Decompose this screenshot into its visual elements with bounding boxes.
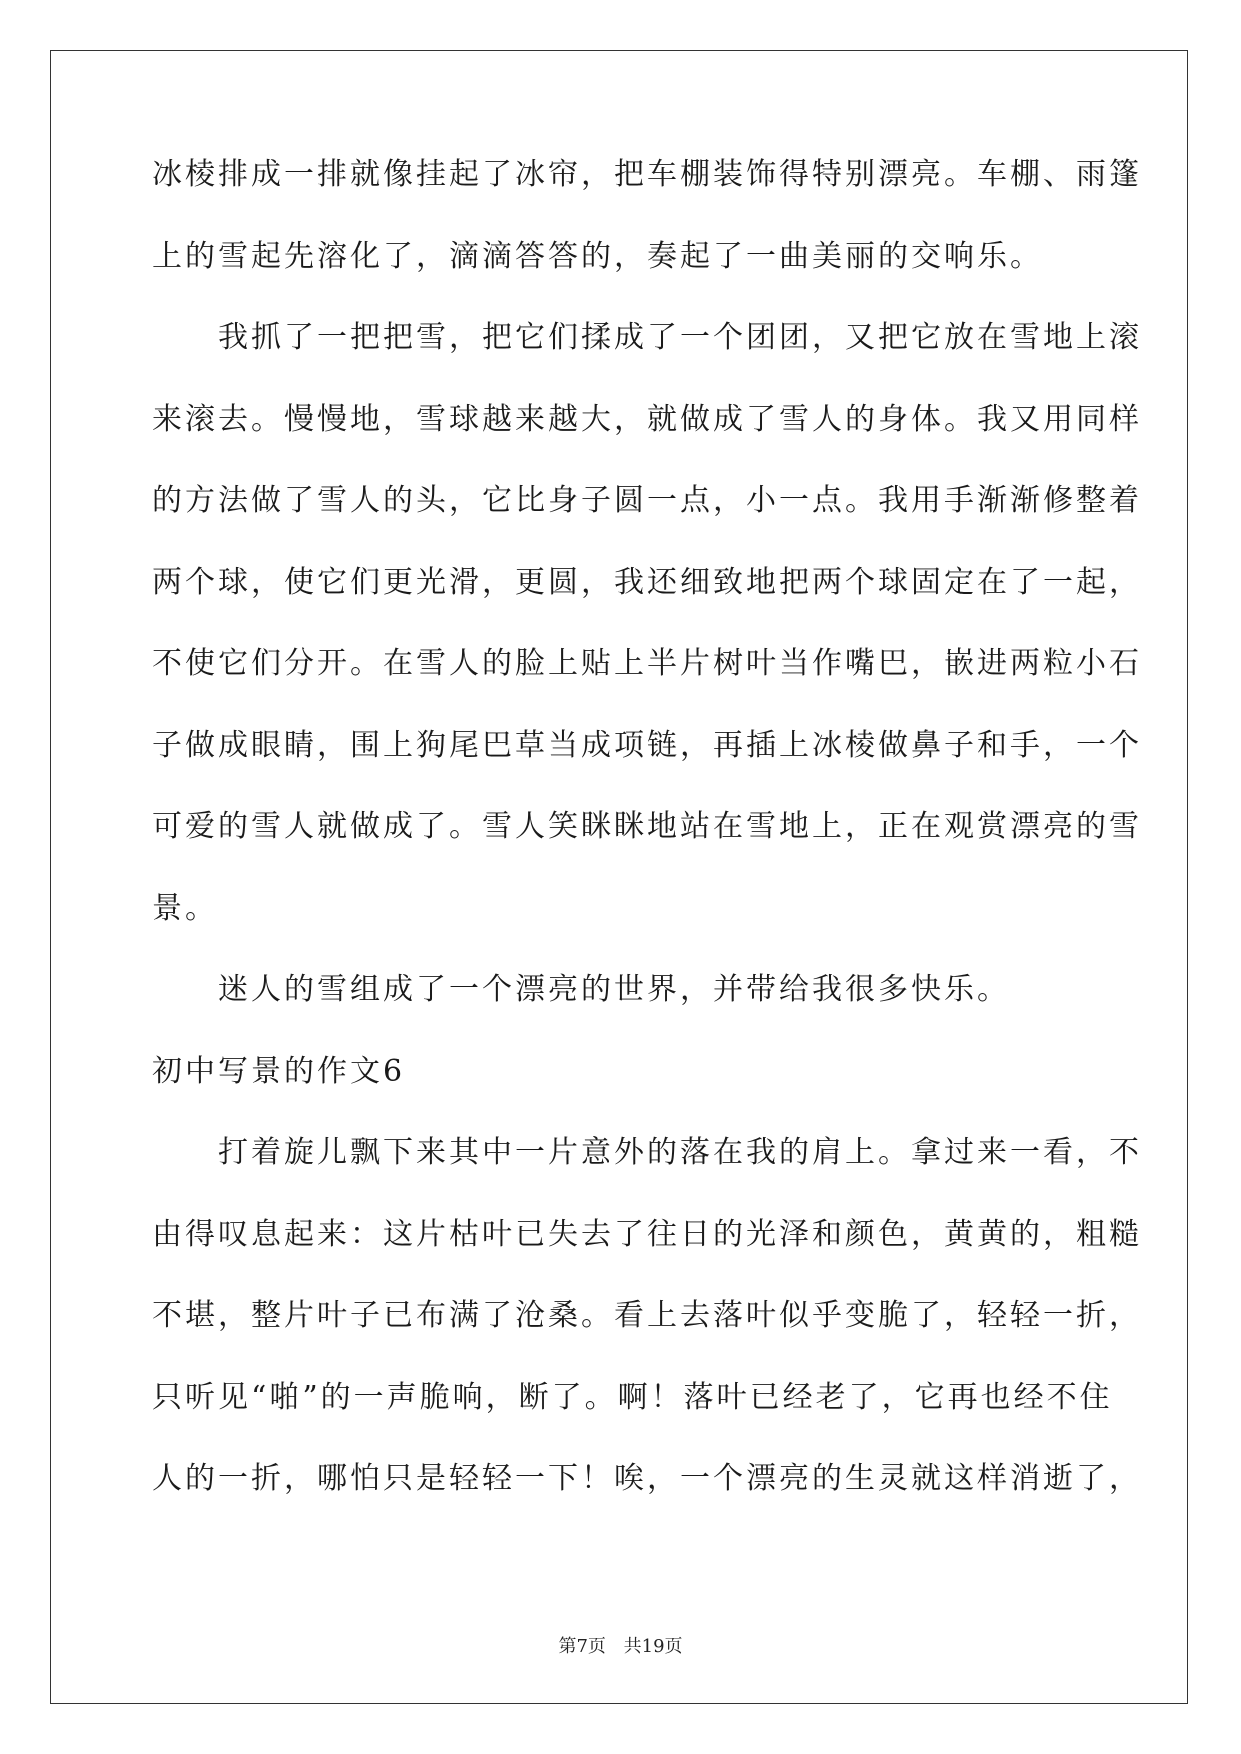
section-heading: 初中写景的作文6 [152,1053,406,1089]
text-line: 只听见“啪”的一声脆响，断了。啊！落叶已经老了，它再也经不住 [152,1379,1113,1415]
text-line: 迷人的雪组成了一个漂亮的世界，并带给我很多快乐。 [218,972,1010,1007]
text-line: 子做成眼睛，围上狗尾巴草当成项链，再插上冰棱做鼻子和手，一个 [152,727,1142,763]
text-line: 上的雪起先溶化了，滴滴答答的，奏起了一曲美丽的交响乐。 [152,238,1043,274]
text-line: 冰棱排成一排就像挂起了冰帘，把车棚装饰得特别漂亮。车棚、雨篷 [152,157,1142,192]
page-number: 第7页 [558,1636,606,1657]
text-line: 的方法做了雪人的头，它比身子圆一点，小一点。我用手渐渐修整着 [152,483,1142,518]
text-line: 两个球，使它们更光滑，更圆，我还细致地把两个球固定在了一起， [152,564,1142,600]
text-line: 由得叹息起来：这片枯叶已失去了往日的光泽和颜色，黄黄的，粗糙 [152,1216,1142,1252]
text-line: 可爱的雪人就做成了。雪人笑眯眯地站在雪地上，正在观赏漂亮的雪 [152,809,1142,844]
text-line: 不使它们分开。在雪人的脸上贴上半片树叶当作嘴巴，嵌进两粒小石 [152,646,1142,681]
text-line: 我抓了一把把雪，把它们揉成了一个团团，又把它放在雪地上滚 [218,320,1142,355]
text-line: 景。 [152,890,218,926]
page-total: 共19页 [623,1636,683,1657]
text-line: 人的一折，哪怕只是轻轻一下！唉，一个漂亮的生灵就这样消逝了， [152,1461,1142,1496]
text-line: 来滚去。慢慢地，雪球越来越大，就做成了雪人的身体。我又用同样 [152,401,1142,437]
document-body [152,155,1142,1541]
page-footer [0,1632,1241,1658]
text-line: 不堪，整片叶子已布满了沧桑。看上去落叶似乎变脆了，轻轻一折， [152,1298,1142,1333]
text-line: 打着旋儿飘下来其中一片意外的落在我的肩上。拿过来一看，不 [218,1135,1142,1170]
